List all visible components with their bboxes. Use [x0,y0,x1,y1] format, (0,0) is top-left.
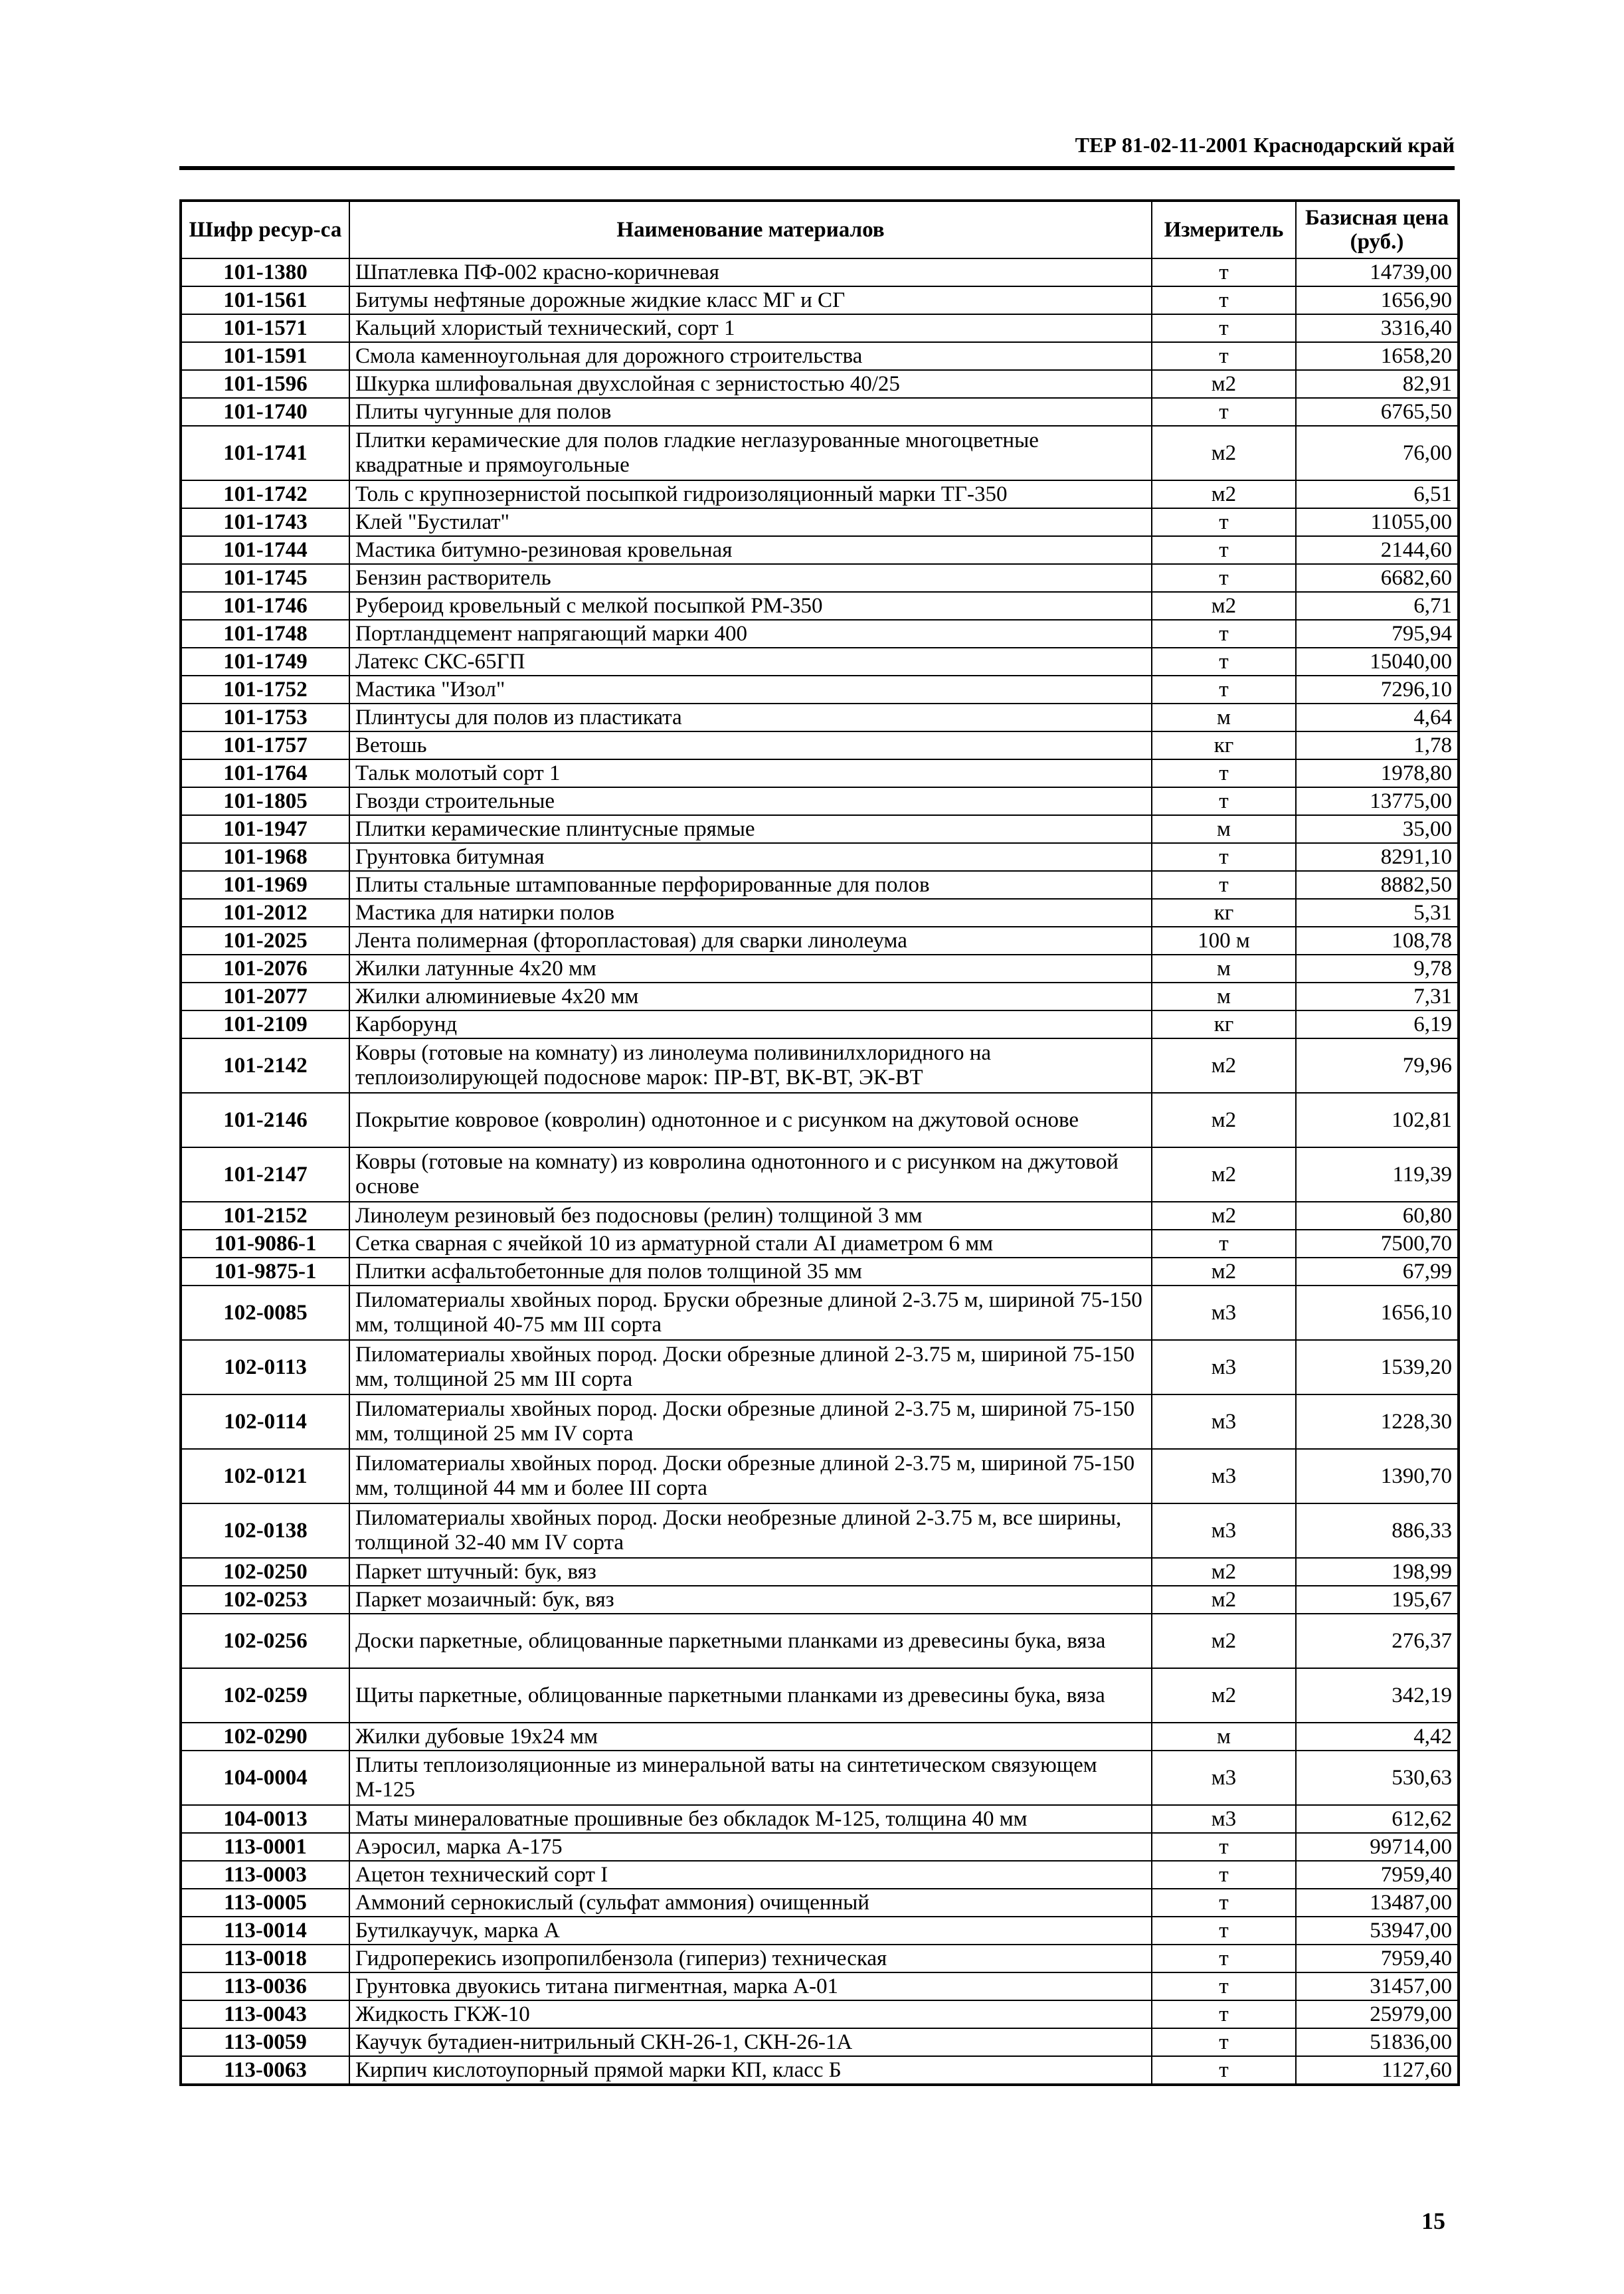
table-row [181,1394,1459,1449]
cell-unit: м2 [1152,370,1296,398]
cell-name: Кирпич кислотоупорный прямой марки КП, класс Б [349,2056,1152,2085]
cell-code: 101-9086-1 [181,1230,349,1258]
table-row [181,1614,1459,1668]
cell-code: 101-1740 [181,398,349,426]
cell-unit: м3 [1152,1449,1296,1503]
table-row [181,2028,1459,2056]
cell-unit: м [1152,955,1296,983]
cell-code: 101-1969 [181,871,349,899]
cell-code: 113-0001 [181,1833,349,1861]
cell-price: 79,96 [1296,1038,1459,1093]
table-row [181,286,1459,314]
cell-unit: м3 [1152,1340,1296,1394]
cell-code: 113-0063 [181,2056,349,2085]
cell-code: 101-1591 [181,342,349,370]
cell-name: Мастика битумно-резиновая кровельная [349,536,1152,564]
cell-unit: м3 [1152,1751,1296,1805]
cell-unit: м3 [1152,1805,1296,1833]
cell-name: Грунтовка битумная [349,843,1152,871]
cell-unit: м2 [1152,1586,1296,1614]
cell-name: Плитки керамические для полов гладкие неглазурованные многоцветные квадратные и прямоугольные [349,426,1152,480]
table-row [181,1917,1459,1945]
cell-name: Толь с крупнозернистой посыпкой гидроизоляционный марки ТГ-350 [349,480,1152,508]
cell-unit: т [1152,871,1296,899]
cell-code: 113-0018 [181,1945,349,1972]
cell-unit: т [1152,620,1296,648]
cell-price: 1539,20 [1296,1340,1459,1394]
cell-name: Плиты стальные штампованные перфорированные для полов [349,871,1152,899]
cell-price: 1978,80 [1296,759,1459,787]
page-header [179,130,1455,170]
cell-code: 101-1746 [181,592,349,620]
cell-unit: т [1152,1972,1296,2000]
cell-unit: т [1152,398,1296,426]
cell-name: Гидроперекись изопропилбензола (гипериз) техническая [349,1945,1152,1972]
cell-code: 102-0253 [181,1586,349,1614]
table-row [181,1230,1459,1258]
cell-name: Пиломатериалы хвойных пород. Доски обрезные длиной 2-3.75 м, шириной 75-150 мм, толщиной 44 мм и более III сорта [349,1449,1152,1503]
table-row [181,1258,1459,1286]
cell-code: 113-0036 [181,1972,349,2000]
document-title: ТЕР 81-02-11-2001 Краснодарский край [1075,133,1455,157]
cell-unit: м2 [1152,1614,1296,1668]
cell-name: Клей "Бустилат" [349,508,1152,536]
table-row [181,955,1459,983]
cell-price: 8882,50 [1296,871,1459,899]
cell-code: 101-1561 [181,286,349,314]
cell-unit: т [1152,1945,1296,1972]
cell-code: 104-0013 [181,1805,349,1833]
cell-code: 101-2147 [181,1147,349,1202]
cell-price: 6,71 [1296,592,1459,620]
table-row [181,1503,1459,1558]
cell-price: 612,62 [1296,1805,1459,1833]
cell-name: Доски паркетные, облицованные паркетными планками из древесины бука, вяза [349,1614,1152,1668]
cell-price: 1656,10 [1296,1286,1459,1340]
cell-code: 101-2142 [181,1038,349,1093]
cell-code: 102-0113 [181,1340,349,1394]
cell-unit: м [1152,815,1296,843]
cell-price: 67,99 [1296,1258,1459,1286]
cell-unit: м2 [1152,426,1296,480]
table-row [181,508,1459,536]
cell-price: 342,19 [1296,1668,1459,1723]
cell-code: 101-9875-1 [181,1258,349,1286]
cell-code: 102-0114 [181,1394,349,1449]
page-number: 15 [1421,2208,1445,2234]
table-row [181,1889,1459,1917]
cell-price: 886,33 [1296,1503,1459,1558]
col-header-code: Шифр ресур-са [181,201,349,258]
cell-price: 6765,50 [1296,398,1459,426]
cell-code: 101-1742 [181,480,349,508]
cell-code: 101-1741 [181,426,349,480]
cell-price: 6682,60 [1296,564,1459,592]
cell-code: 102-0085 [181,1286,349,1340]
cell-name: Карборунд [349,1010,1152,1038]
cell-name: Аэросил, марка А-175 [349,1833,1152,1861]
cell-code: 102-0250 [181,1558,349,1586]
cell-unit: т [1152,508,1296,536]
cell-name: Плитки асфальтобетонные для полов толщиной 35 мм [349,1258,1152,1286]
table-row [181,480,1459,508]
col-header-name: Наименование материалов [349,201,1152,258]
cell-code: 101-1764 [181,759,349,787]
cell-price: 119,39 [1296,1147,1459,1202]
table-row [181,731,1459,759]
table-row [181,1805,1459,1833]
cell-code: 113-0005 [181,1889,349,1917]
cell-price: 1656,90 [1296,286,1459,314]
table-row [181,1586,1459,1614]
cell-price: 99714,00 [1296,1833,1459,1861]
table-row [181,676,1459,704]
cell-price: 8291,10 [1296,843,1459,871]
table-row [181,1038,1459,1093]
cell-unit: т [1152,676,1296,704]
cell-price: 82,91 [1296,370,1459,398]
table-row [181,1449,1459,1503]
table-row [181,899,1459,927]
table-row [181,648,1459,676]
cell-name: Плинтусы для полов из пластиката [349,704,1152,731]
cell-code: 101-1745 [181,564,349,592]
cell-name: Покрытие ковровое (ковролин) однотонное и с рисунком на джутовой основе [349,1093,1152,1147]
cell-code: 101-1748 [181,620,349,648]
cell-code: 101-1571 [181,314,349,342]
cell-unit: т [1152,536,1296,564]
cell-code: 101-1744 [181,536,349,564]
cell-name: Пиломатериалы хвойных пород. Доски обрезные длиной 2-3.75 м, шириной 75-150 мм, толщиной 25 мм IV сорта [349,1394,1152,1449]
cell-unit: м2 [1152,1558,1296,1586]
cell-price: 76,00 [1296,426,1459,480]
cell-unit: м [1152,983,1296,1010]
cell-code: 101-1743 [181,508,349,536]
table-row [181,983,1459,1010]
cell-price: 13775,00 [1296,787,1459,815]
table-row [181,370,1459,398]
cell-price: 60,80 [1296,1202,1459,1230]
cell-price: 7959,40 [1296,1945,1459,1972]
table-row [181,564,1459,592]
cell-price: 1228,30 [1296,1394,1459,1449]
table-row [181,704,1459,731]
cell-price: 1390,70 [1296,1449,1459,1503]
cell-name: Бензин растворитель [349,564,1152,592]
table-row [181,398,1459,426]
cell-price: 6,19 [1296,1010,1459,1038]
cell-name: Пиломатериалы хвойных пород. Доски необрезные длиной 2-3.75 м, все ширины, толщиной 32-40 мм IV сорта [349,1503,1152,1558]
cell-price: 276,37 [1296,1614,1459,1668]
table-row [181,1558,1459,1586]
cell-unit: м2 [1152,1668,1296,1723]
cell-price: 25979,00 [1296,2000,1459,2028]
cell-code: 102-0259 [181,1668,349,1723]
cell-name: Паркет мозаичный: бук, вяз [349,1586,1152,1614]
cell-name: Пиломатериалы хвойных пород. Бруски обрезные длиной 2-3.75 м, шириной 75-150 мм, толщиной 40-75 мм III сорта [349,1286,1152,1340]
cell-unit: т [1152,1833,1296,1861]
cell-unit: т [1152,2028,1296,2056]
cell-unit: кг [1152,1010,1296,1038]
cell-price: 7500,70 [1296,1230,1459,1258]
table-row [181,1945,1459,1972]
cell-unit: т [1152,2000,1296,2028]
cell-unit: т [1152,1861,1296,1889]
cell-unit: т [1152,258,1296,286]
cell-price: 7959,40 [1296,1861,1459,1889]
col-header-unit: Измеритель [1152,201,1296,258]
cell-name: Ацетон технический сорт I [349,1861,1152,1889]
cell-price: 53947,00 [1296,1917,1459,1945]
table-row [181,314,1459,342]
table-row [181,1723,1459,1751]
cell-name: Жилки латунные 4х20 мм [349,955,1152,983]
cell-price: 2144,60 [1296,536,1459,564]
table-row [181,2000,1459,2028]
cell-code: 101-2012 [181,899,349,927]
cell-unit: м2 [1152,1147,1296,1202]
cell-name: Паркет штучный: бук, вяз [349,1558,1152,1586]
cell-code: 102-0256 [181,1614,349,1668]
cell-code: 101-2077 [181,983,349,1010]
cell-code: 101-1752 [181,676,349,704]
cell-price: 795,94 [1296,620,1459,648]
cell-unit: т [1152,1889,1296,1917]
cell-unit: т [1152,1917,1296,1945]
cell-name: Каучук бутадиен-нитрильный СКН-26-1, СКН-26-1А [349,2028,1152,2056]
cell-name: Кальций хлористый технический, сорт 1 [349,314,1152,342]
cell-unit: м3 [1152,1503,1296,1558]
table-row [181,592,1459,620]
cell-price: 1127,60 [1296,2056,1459,2085]
table-row [181,1972,1459,2000]
cell-code: 104-0004 [181,1751,349,1805]
cell-name: Шпатлевка ПФ-002 красно-коричневая [349,258,1152,286]
table-row [181,787,1459,815]
cell-unit: т [1152,787,1296,815]
materials-table [179,199,1460,2086]
table-row [181,536,1459,564]
cell-code: 101-2109 [181,1010,349,1038]
cell-unit: т [1152,2056,1296,2085]
cell-name: Рубероид кровельный с мелкой посыпкой РМ-350 [349,592,1152,620]
cell-code: 101-1757 [181,731,349,759]
cell-name: Щиты паркетные, облицованные паркетными планками из древесины бука, вяза [349,1668,1152,1723]
table-row [181,1751,1459,1805]
cell-name: Плиты чугунные для полов [349,398,1152,426]
cell-name: Мастика для натирки полов [349,899,1152,927]
cell-price: 1658,20 [1296,342,1459,370]
cell-name: Ковры (готовые на комнату) из ковролина однотонного и с рисунком на джутовой основе [349,1147,1152,1202]
cell-price: 11055,00 [1296,508,1459,536]
cell-code: 113-0014 [181,1917,349,1945]
cell-price: 14739,00 [1296,258,1459,286]
cell-price: 31457,00 [1296,1972,1459,2000]
cell-name: Шкурка шлифовальная двухслойная с зернистостью 40/25 [349,370,1152,398]
cell-code: 101-2152 [181,1202,349,1230]
table-row [181,1861,1459,1889]
cell-unit: м [1152,704,1296,731]
table-row [181,342,1459,370]
cell-name: Гвозди строительные [349,787,1152,815]
cell-price: 195,67 [1296,1586,1459,1614]
table-header-row [181,201,1459,258]
cell-code: 102-0290 [181,1723,349,1751]
cell-price: 51836,00 [1296,2028,1459,2056]
cell-unit: м3 [1152,1286,1296,1340]
cell-price: 6,51 [1296,480,1459,508]
table-row [181,620,1459,648]
cell-name: Жидкость ГКЖ-10 [349,2000,1152,2028]
table-row [181,2056,1459,2085]
cell-code: 101-1968 [181,843,349,871]
cell-name: Плиты теплоизоляционные из минеральной ваты на синтетическом связующем М-125 [349,1751,1152,1805]
cell-name: Плитки керамические плинтусные прямые [349,815,1152,843]
cell-unit: т [1152,564,1296,592]
cell-code: 113-0043 [181,2000,349,2028]
cell-unit: т [1152,342,1296,370]
cell-price: 108,78 [1296,927,1459,955]
table-row [181,759,1459,787]
cell-price: 9,78 [1296,955,1459,983]
table-row [181,843,1459,871]
cell-price: 5,31 [1296,899,1459,927]
cell-name: Мастика "Изол" [349,676,1152,704]
cell-price: 1,78 [1296,731,1459,759]
table-row [181,1286,1459,1340]
cell-unit: м [1152,1723,1296,1751]
table-row [181,426,1459,480]
table-row [181,815,1459,843]
cell-unit: т [1152,843,1296,871]
cell-price: 4,42 [1296,1723,1459,1751]
cell-price: 530,63 [1296,1751,1459,1805]
table-row [181,1340,1459,1394]
col-header-price: Базисная цена (руб.) [1296,201,1459,258]
cell-code: 101-1753 [181,704,349,731]
cell-price: 7296,10 [1296,676,1459,704]
cell-code: 101-2076 [181,955,349,983]
cell-code: 101-2025 [181,927,349,955]
cell-unit: м2 [1152,1038,1296,1093]
cell-price: 35,00 [1296,815,1459,843]
cell-name: Ветошь [349,731,1152,759]
cell-unit: м2 [1152,480,1296,508]
cell-name: Линолеум резиновый без подосновы (релин) толщиной 3 мм [349,1202,1152,1230]
table-row [181,1093,1459,1147]
cell-code: 113-0003 [181,1861,349,1889]
cell-name: Смола каменноугольная для дорожного строительства [349,342,1152,370]
table-row [181,258,1459,286]
cell-name: Жилки дубовые 19х24 мм [349,1723,1152,1751]
table-row [181,1668,1459,1723]
cell-price: 102,81 [1296,1093,1459,1147]
cell-code: 101-1380 [181,258,349,286]
cell-name: Грунтовка двуокись титана пигментная, марка А-01 [349,1972,1152,2000]
cell-code: 113-0059 [181,2028,349,2056]
cell-code: 101-1749 [181,648,349,676]
cell-price: 15040,00 [1296,648,1459,676]
cell-name: Портландцемент напрягающий марки 400 [349,620,1152,648]
cell-code: 101-2146 [181,1093,349,1147]
cell-unit: кг [1152,731,1296,759]
cell-name: Сетка сварная с ячейкой 10 из арматурной стали AI диаметром 6 мм [349,1230,1152,1258]
cell-name: Маты минераловатные прошивные без обкладок М-125, толщина 40 мм [349,1805,1152,1833]
cell-unit: м2 [1152,1093,1296,1147]
cell-name: Ковры (готовые на комнату) из линолеума поливинилхлоридного на теплоизолирующей подосновe марок: ПР-ВТ, ВК-ВТ, ЭК-ВТ [349,1038,1152,1093]
cell-price: 4,64 [1296,704,1459,731]
cell-unit: м2 [1152,1258,1296,1286]
cell-unit: т [1152,1230,1296,1258]
table-row [181,927,1459,955]
table-row [181,1202,1459,1230]
cell-unit: т [1152,648,1296,676]
cell-unit: м2 [1152,592,1296,620]
table-row [181,1010,1459,1038]
cell-unit: т [1152,286,1296,314]
cell-unit: т [1152,314,1296,342]
cell-unit: кг [1152,899,1296,927]
cell-code: 102-0121 [181,1449,349,1503]
cell-name: Латекс СКС-65ГП [349,648,1152,676]
table-row [181,871,1459,899]
cell-name: Аммоний сернокислый (сульфат аммония) очищенный [349,1889,1152,1917]
cell-unit: м2 [1152,1202,1296,1230]
cell-price: 3316,40 [1296,314,1459,342]
table-body [181,258,1459,2085]
cell-unit: м3 [1152,1394,1296,1449]
cell-name: Жилки алюминиевые 4х20 мм [349,983,1152,1010]
cell-name: Пиломатериалы хвойных пород. Доски обрезные длиной 2-3.75 м, шириной 75-150 мм, толщиной 25 мм III сорта [349,1340,1152,1394]
cell-unit: т [1152,759,1296,787]
cell-name: Тальк молотый сорт 1 [349,759,1152,787]
cell-name: Битумы нефтяные дорожные жидкие класс МГ и СГ [349,286,1152,314]
cell-code: 102-0138 [181,1503,349,1558]
cell-price: 13487,00 [1296,1889,1459,1917]
cell-price: 7,31 [1296,983,1459,1010]
cell-code: 101-1947 [181,815,349,843]
cell-code: 101-1596 [181,370,349,398]
cell-price: 198,99 [1296,1558,1459,1586]
cell-name: Лента полимерная (фторопластовая) для сварки линолеума [349,927,1152,955]
cell-unit: 100 м [1152,927,1296,955]
cell-name: Бутилкаучук, марка А [349,1917,1152,1945]
table-row [181,1147,1459,1202]
cell-code: 101-1805 [181,787,349,815]
table-row [181,1833,1459,1861]
